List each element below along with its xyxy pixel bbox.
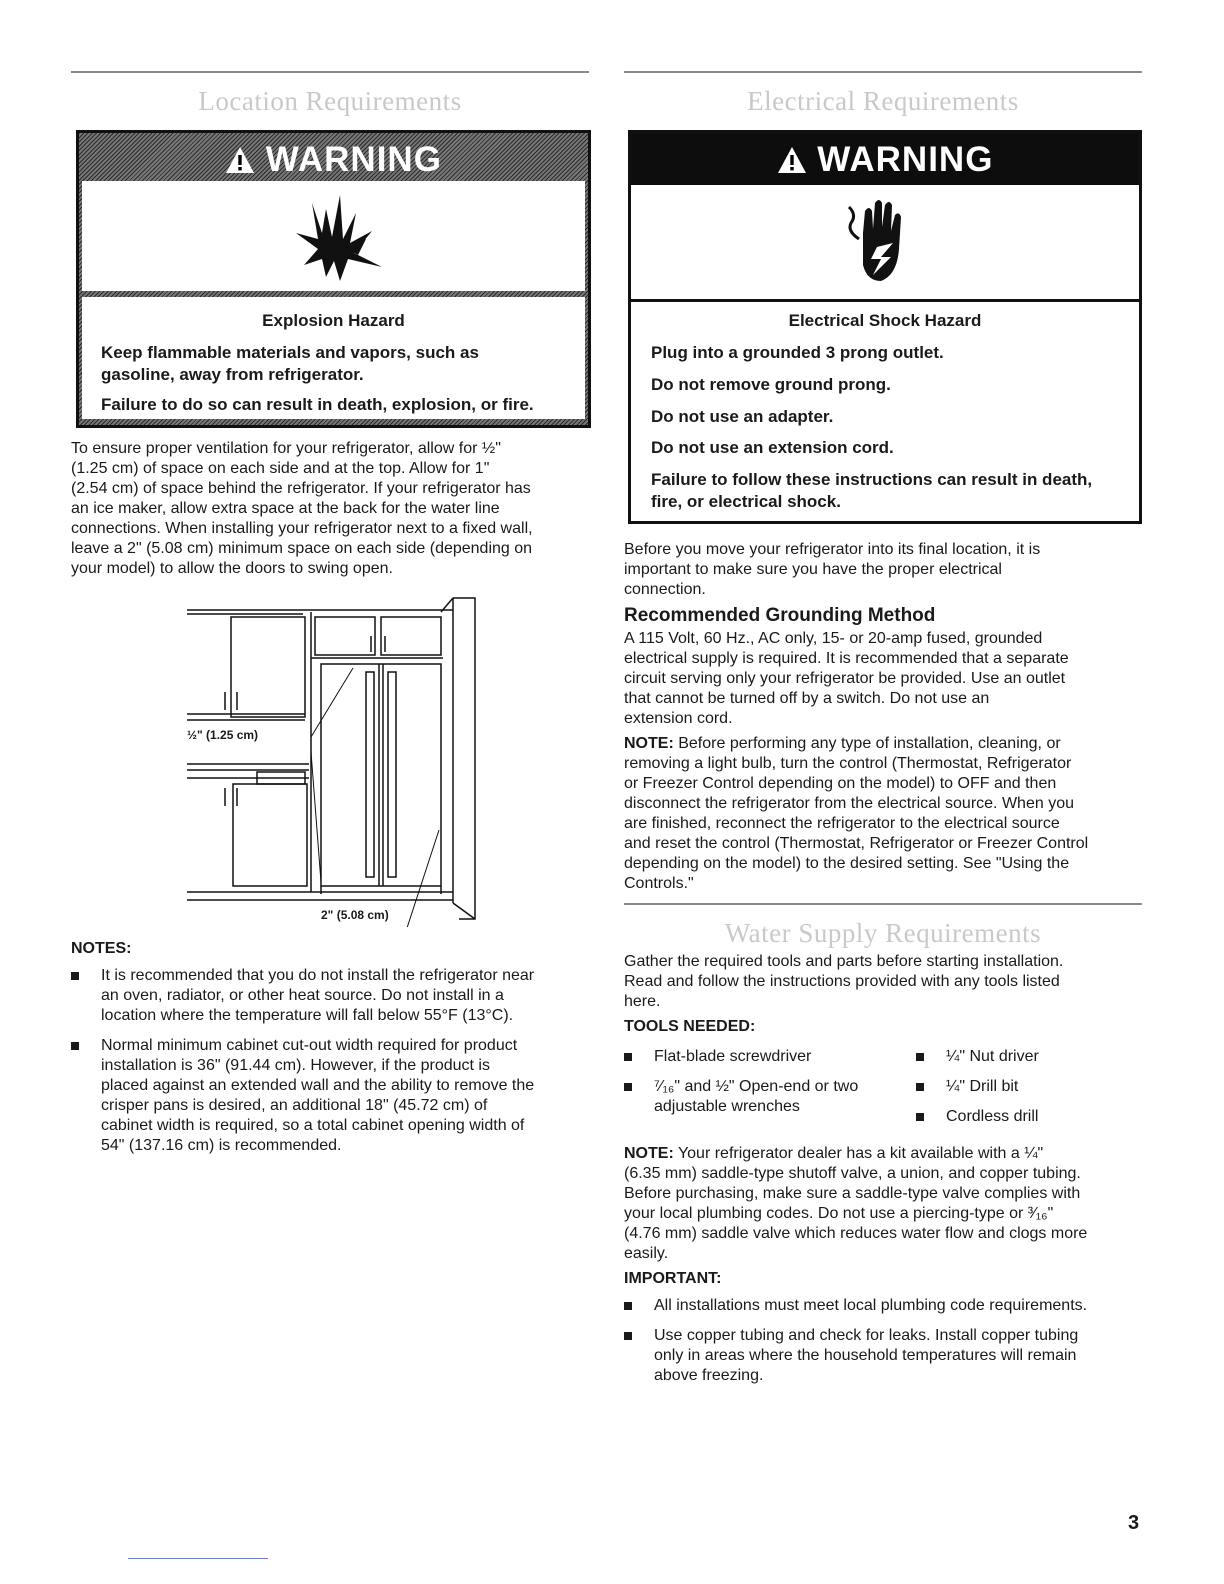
warning-text-panel — [82, 297, 585, 419]
door-clearance-label: 2" (5.08 cm) — [321, 908, 389, 922]
bullet-square-icon — [916, 1083, 924, 1091]
electrical-requirements-title: Electrical Requirements — [747, 86, 1019, 116]
footer-rule — [128, 1558, 268, 1559]
warning-label: WARNING — [265, 140, 442, 179]
hazard-line: Failure to follow these instructions can result in death, — [651, 470, 1093, 489]
water-supply-title: Water Supply Requirements — [724, 918, 1042, 948]
hazard-line: Do not use an adapter. — [651, 407, 834, 426]
warning-label: WARNING — [817, 140, 994, 179]
warning-pictogram-panel — [631, 185, 1139, 302]
note-label: NOTE: — [624, 1145, 674, 1162]
explosion-icon — [82, 181, 585, 291]
bullet-square-icon — [624, 1302, 632, 1310]
hazard-title: Explosion Hazard — [262, 311, 405, 330]
note-label: NOTE: — [624, 735, 674, 752]
notes-heading: NOTES: — [71, 940, 132, 957]
hazard-line: Do not use an extension cord. — [651, 438, 894, 457]
explosion-warning-box — [76, 130, 591, 428]
bullet-square-icon — [916, 1113, 924, 1121]
hazard-line: Plug into a grounded 3 prong outlet. — [651, 343, 944, 362]
page-number: 3 — [1128, 1512, 1140, 1534]
hazard-line: fire, or electrical shock. — [651, 492, 841, 511]
refrigerator-cabinet-illustration — [181, 592, 481, 927]
warning-triangle-icon — [225, 140, 266, 179]
tools-heading: TOOLS NEEDED: — [624, 1018, 756, 1035]
hazard-line: Keep flammable materials and vapors, such as — [101, 343, 479, 362]
bullet-square-icon — [624, 1083, 632, 1091]
hazard-line: gasoline, away from refrigerator. — [101, 365, 364, 384]
important-heading: IMPORTANT: — [624, 1270, 722, 1287]
section-rule — [71, 71, 589, 73]
bullet-square-icon — [71, 1042, 79, 1050]
hazard-line: Failure to do so can result in death, explosion, or fire. — [101, 395, 534, 414]
hazard-title: Electrical Shock Hazard — [788, 311, 982, 330]
bullet-square-icon — [624, 1053, 632, 1061]
section-rule — [624, 71, 1142, 73]
side-clearance-label: ½" (1.25 cm) — [187, 728, 259, 742]
shock-warning-box — [628, 130, 1142, 524]
location-requirements-title: Location Requirements — [198, 86, 462, 116]
bullet-square-icon — [624, 1332, 632, 1340]
bullet-square-icon — [71, 972, 79, 980]
section-rule — [624, 903, 1142, 905]
hazard-line: Do not remove ground prong. — [651, 375, 891, 394]
warning-triangle-icon — [777, 140, 818, 179]
electrical-shock-hand-icon — [631, 185, 1139, 299]
bullet-square-icon — [916, 1053, 924, 1061]
warning-pictogram-panel — [82, 181, 585, 291]
grounding-heading: Recommended Grounding Method — [624, 605, 936, 626]
clearance-diagram — [181, 592, 481, 927]
